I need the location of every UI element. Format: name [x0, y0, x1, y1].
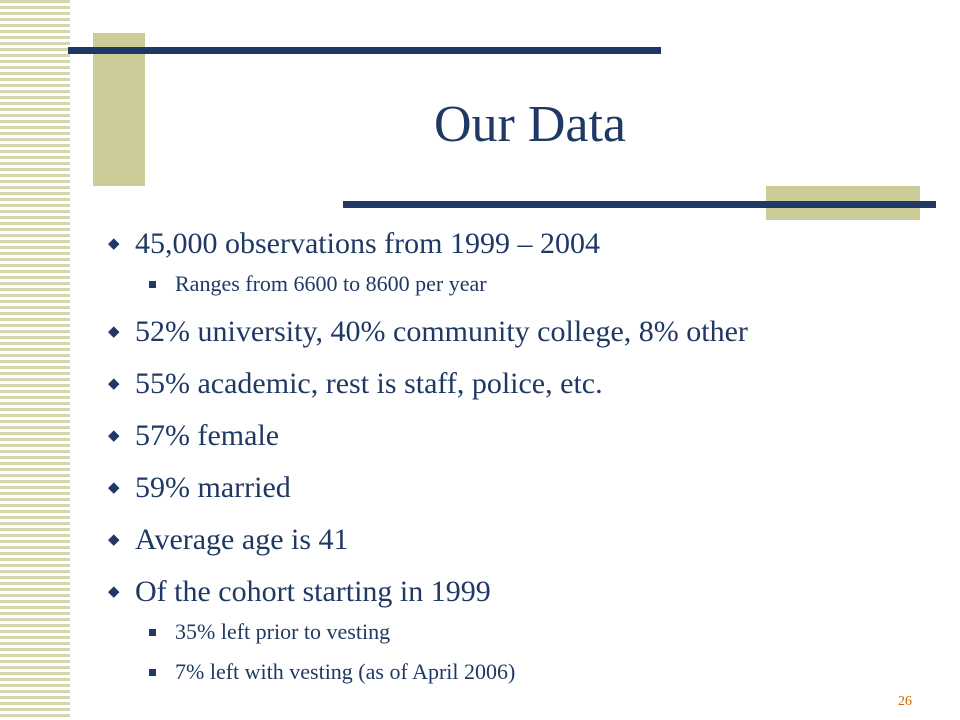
square-bullet-icon: [149, 629, 156, 636]
diamond-bullet-icon: ◆: [108, 480, 120, 496]
sub-bullet-item: Ranges from 6600 to 8600 per year: [105, 270, 935, 298]
sub-bullet-item: 7% left with vesting (as of April 2006): [105, 658, 935, 686]
bullet-item: ◆ 57% female: [108, 419, 280, 452]
diamond-bullet-icon: ◆: [108, 324, 120, 340]
left-stripe-decoration: [0, 0, 70, 720]
diamond-bullet-icon: ◆: [108, 376, 120, 392]
square-bullet-icon: [149, 281, 156, 288]
bullet-item: ◆ Of the cohort starting in 1999: [108, 575, 491, 608]
bullet-item: ◆ 45,000 observations from 1999 – 2004: [108, 227, 600, 260]
bottom-title-rule: [343, 201, 936, 208]
diamond-bullet-icon: ◆: [108, 236, 120, 252]
top-rule: [68, 47, 661, 54]
sub-bullet-item: 35% left prior to vesting: [105, 618, 935, 646]
diamond-bullet-icon: ◆: [108, 532, 120, 548]
bullet-item: ◆ 55% academic, rest is staff, police, etc.: [108, 367, 603, 400]
page-number: 26: [898, 694, 912, 709]
diamond-bullet-icon: ◆: [108, 584, 120, 600]
slide-title: Our Data: [433, 96, 627, 153]
bullet-list: [105, 220, 935, 686]
top-left-accent-block: [93, 33, 145, 186]
bullet-item: ◆ 59% married: [108, 471, 291, 504]
diamond-bullet-icon: ◆: [108, 428, 120, 444]
bullet-item: ◆ 52% university, 40% community college, 8% other: [108, 315, 748, 348]
square-bullet-icon: [149, 669, 156, 676]
bullet-item: ◆ Average age is 41: [108, 523, 349, 556]
